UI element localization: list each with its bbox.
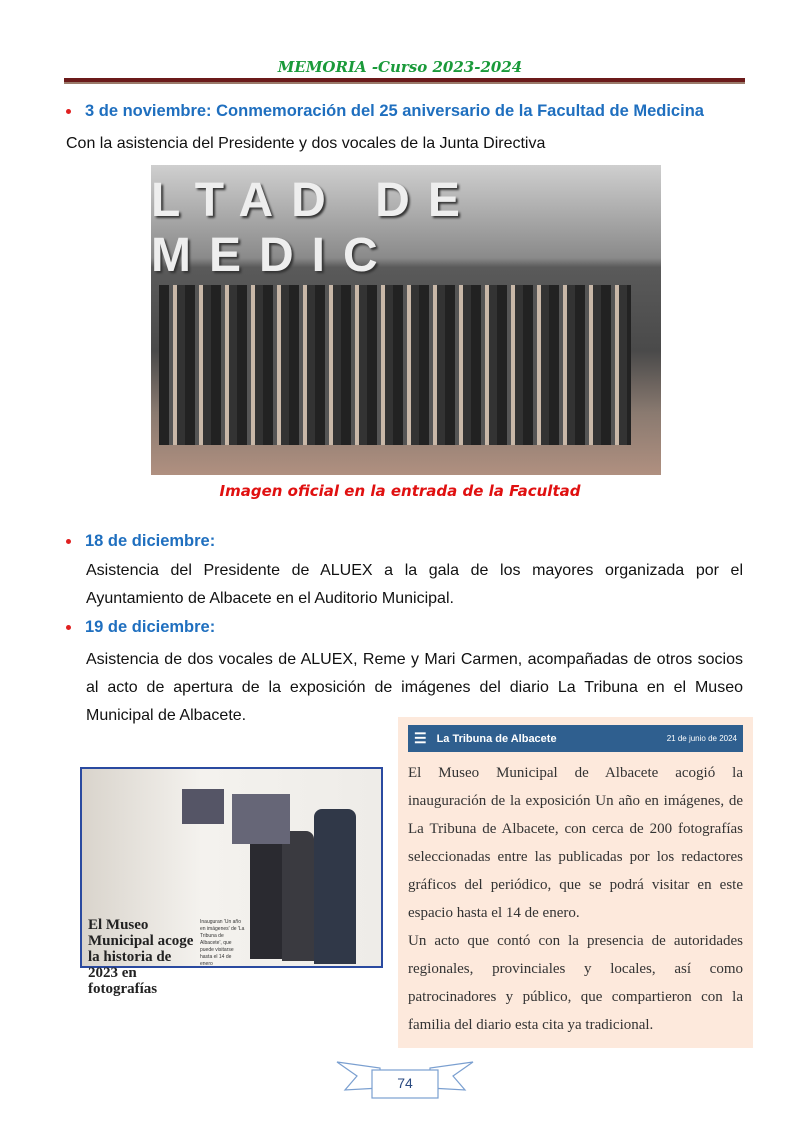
building-sign: LTAD DE MEDIC [151, 174, 478, 282]
tribuna-text [408, 759, 743, 1039]
tribuna-paragraph: Un acto que contó con la presencia de autoridades regionales, provinciales y locales, así como patrocinadores y público, que compartieron con la familia del diario esta cita ya tradicional. [408, 933, 743, 1033]
page-number-ribbon [335, 1058, 475, 1108]
section1-text: Con la asistencia del Presidente y dos vocales de la Junta Directiva [66, 135, 546, 152]
heading-text: 3 de noviembre: Conmemoración del 25 aniversario de la Facultad de Medicina [85, 102, 704, 120]
person-figure [282, 831, 314, 961]
tribuna-article [398, 717, 753, 1048]
bullet-heading-dec19 [66, 618, 215, 637]
section2-text: Asistencia del Presidente de ALUEX a la gala de los mayores organizada por el Ayuntamiento de Albacete en el Auditorio Municipal. [86, 562, 743, 607]
page-number: 74 [397, 1075, 413, 1091]
tribuna-header-bar [408, 725, 743, 752]
menu-icon: ☰ [414, 730, 427, 746]
tribuna-date: 21 de junio de 2024 [666, 734, 737, 743]
exhibit-photo [232, 794, 290, 844]
tribuna-paragraph: El Museo Municipal de Albacete acogió la inauguración de la exposición Un año en imágenes, de La Tribuna de Albacete, con cerca de 200 fotografías seleccionadas entre las publicadas por los redactores gráficos del periódico, que se podrá visitar en este espacio hasta el 14 de enero. [408, 765, 743, 921]
heading-text: 18 de diciembre: [85, 532, 216, 550]
exhibit-photo [182, 789, 224, 824]
bullet-heading-nov3 [66, 102, 704, 121]
clipping-subtext: Inauguran 'Un año en imágenes' de 'La Tribuna de Albacete', que puede visitarse hasta el 14 de enero [200, 919, 245, 967]
faculty-group-photo [151, 165, 661, 475]
bullet-heading-dec18 [66, 532, 215, 551]
page-header: MEMORIA -Curso 2023-2024 [277, 58, 523, 76]
photo-caption: Imagen oficial en la entrada de la Facultad [219, 482, 581, 500]
heading-text: 19 de diciembre: [85, 618, 216, 636]
newspaper-clipping-image [80, 767, 383, 997]
crowd [159, 285, 631, 445]
person-figure [314, 809, 356, 964]
header-rule [64, 78, 745, 84]
tribuna-name: La Tribuna de Albacete [436, 732, 557, 745]
clipping-headline: El Museo Municipal acoge la historia de 2023 en fotografías [88, 917, 194, 997]
section3-text: Asistencia de dos vocales de ALUEX, Reme y Mari Carmen, acompañadas de otros socios al acto de apertura de la exposición de imágenes del diario La Tribuna en el Museo Municipal de Albacete. [86, 651, 743, 724]
